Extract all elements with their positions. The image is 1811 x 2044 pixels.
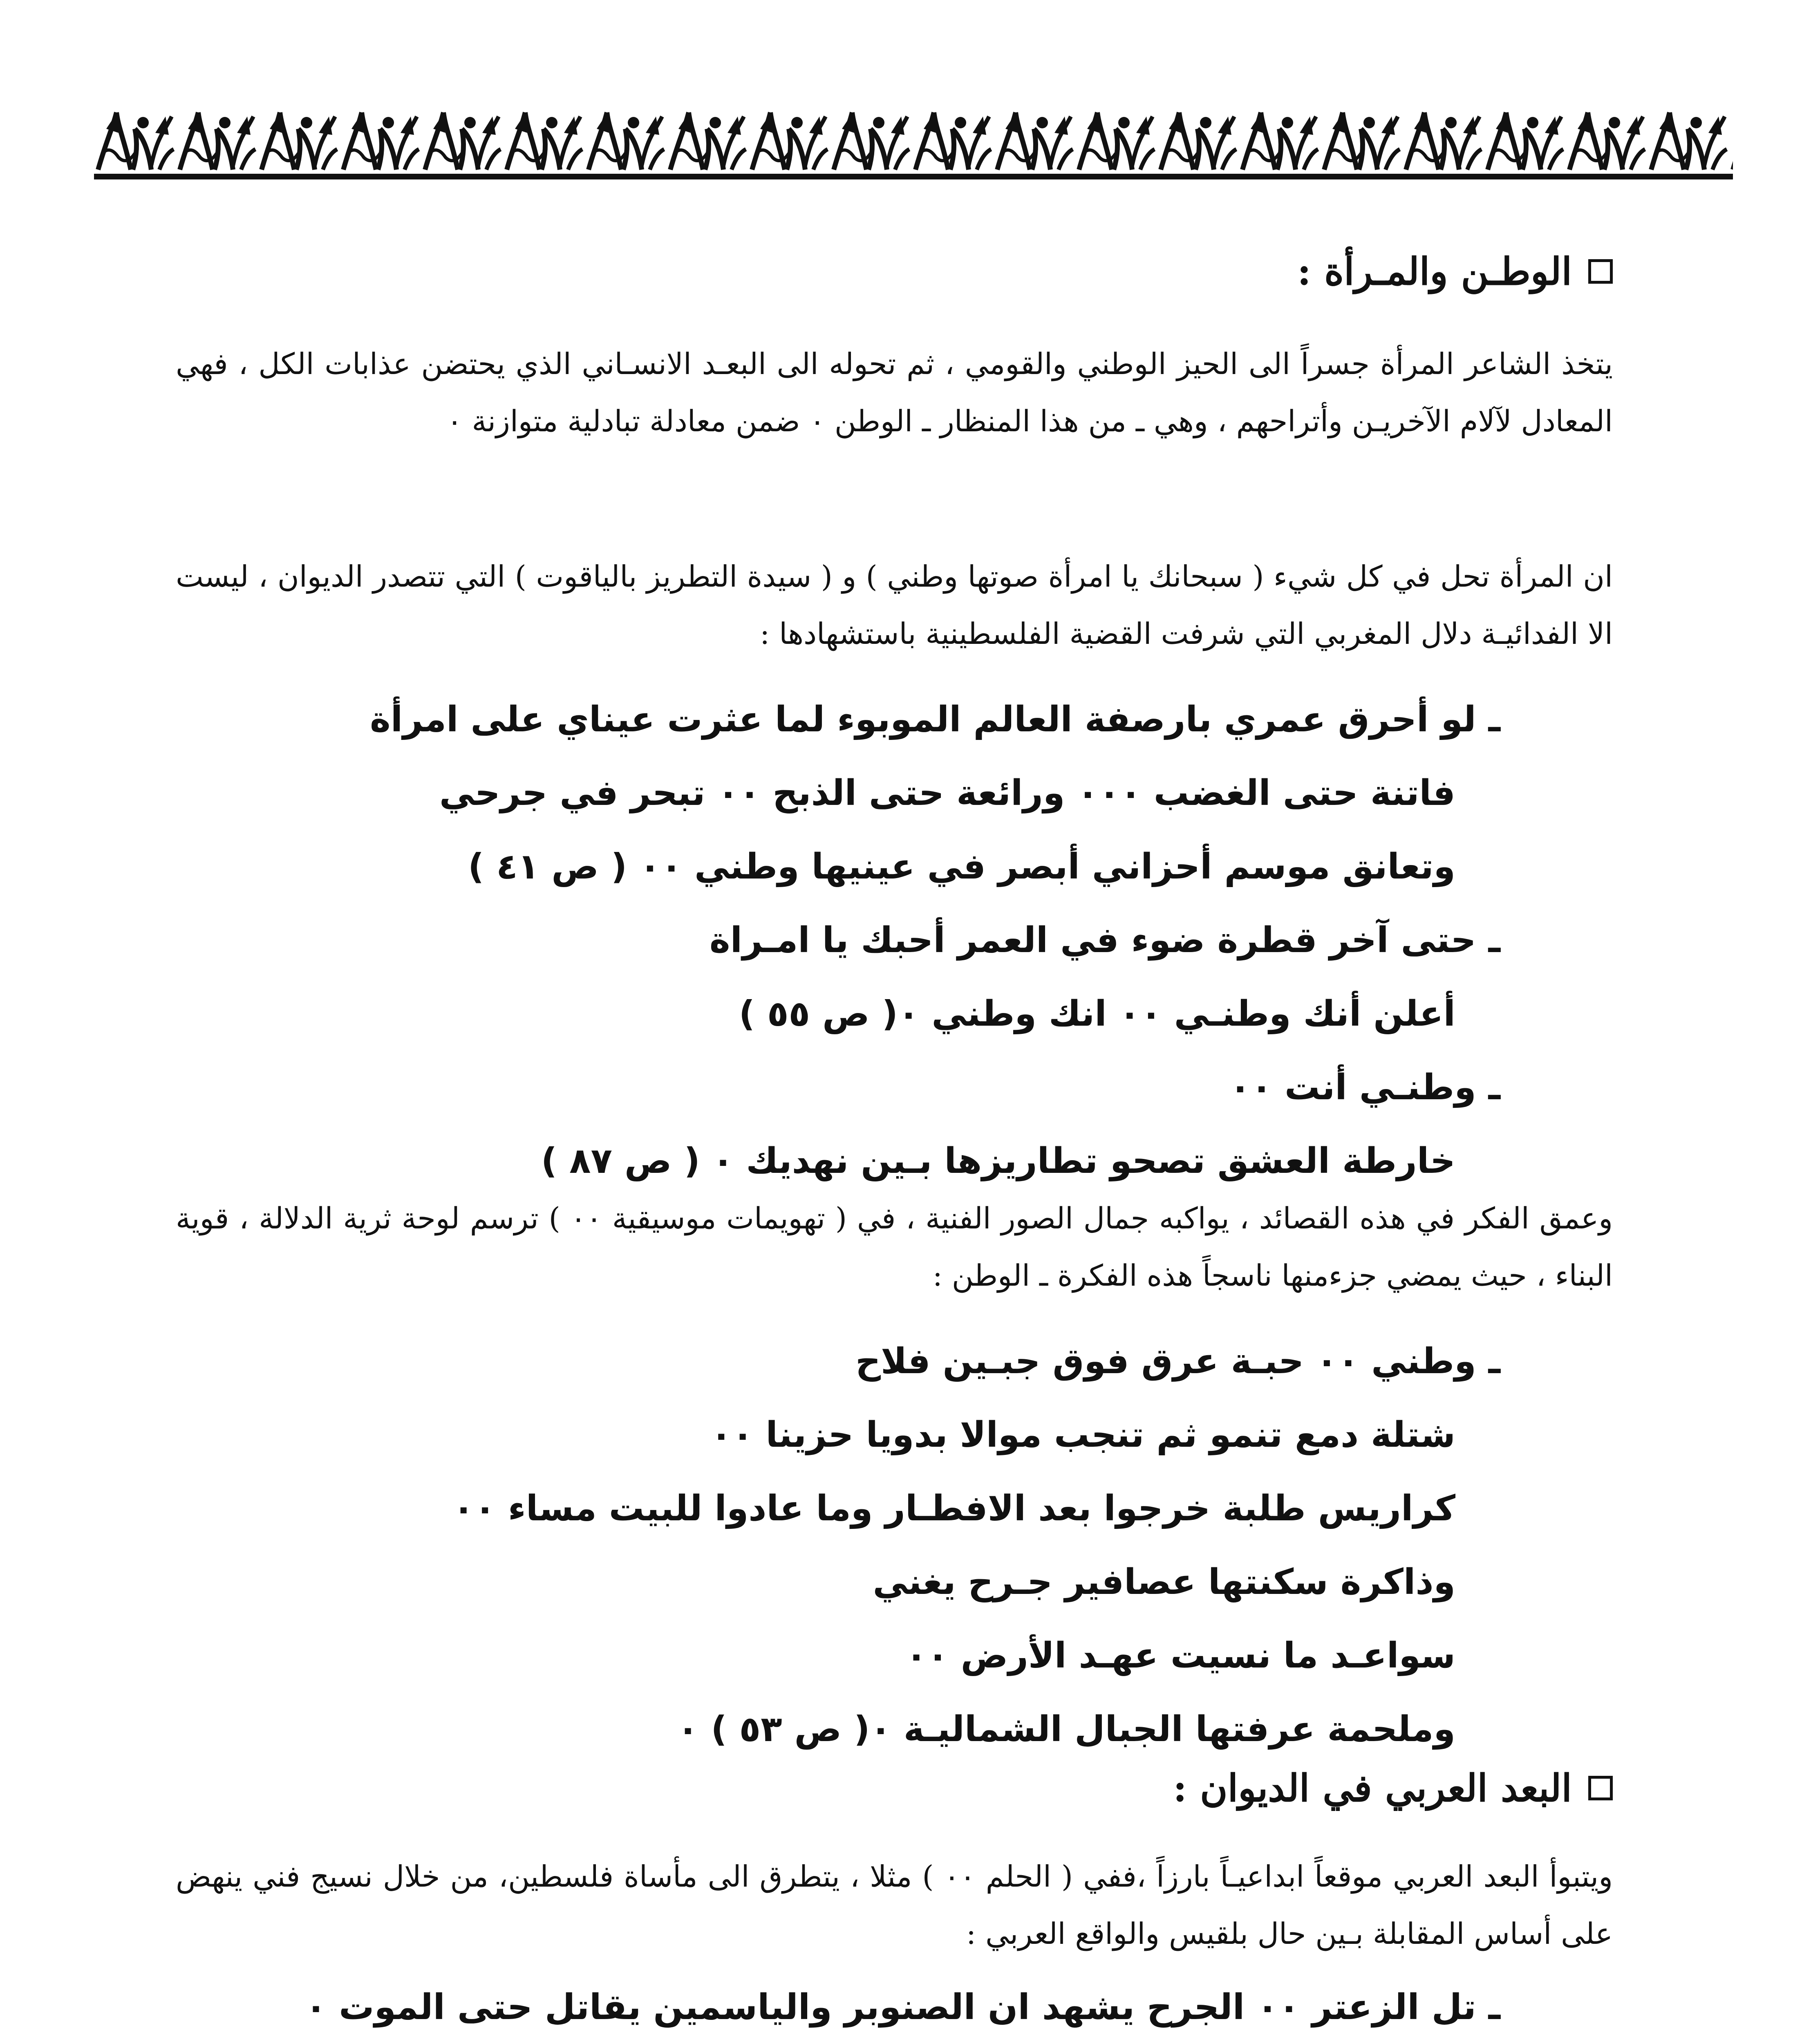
poem-line: سواعـد ما نسيت عهـد الأرض ٠٠ — [905, 1635, 1455, 1676]
poem-line: كراريس طلبة خرجوا بعد الافطـار وما عادوا للبيت مساء ٠٠ — [452, 1488, 1455, 1529]
paragraph — [176, 1190, 1613, 1304]
section-heading-arab-dimension — [1173, 1766, 1613, 1810]
paragraph — [176, 1848, 1613, 1962]
poem-line: ـ حتى آخر قطرة ضوء في العمر أحبك يا امـراة — [709, 920, 1500, 961]
poem-excerpt — [150, 1970, 1500, 2044]
poem-line: ـ وطنـي أنت ٠٠ — [1229, 1067, 1500, 1108]
paragraph-text: يتخذ الشاعر المرأة جسراً الى الحيز الوطني والقومي ، ثم تحوله الى البعـد الانسـاني الذي يحتضن عذابات الكل ، فهي المعادل لآلام الآخريـن وأتراحهم ، وهي ـ من هذا المنظار ـ الوطن ٠ ضمن معادلة تبادلية متوازنة ٠ — [176, 347, 1613, 438]
poem-line: وتعانق موسم أحزاني أبصر في عينيها وطني ٠٠ ( ص ٤١ ) — [468, 846, 1455, 887]
section-checkbox-icon — [1588, 1776, 1613, 1800]
section-heading-homeland-woman — [1297, 249, 1613, 294]
poem-excerpt — [453, 1325, 1500, 1766]
poem-line: ـ تل الزعتر ٠٠ الجرح يشهد ان الصنوبر والياسمين يقاتل حتى الموت ٠ — [305, 1987, 1500, 2028]
paragraph-text: ويتبوأ البعد العربي موقعاً ابداعيـاً بارزاً ،ففي ( الحلم ٠٠ ) مثلا ، يتطرق الى مأساة فلسطين، من خلال نسيج فني ينهض على أساس المقابلة بـين حال بلقيس والواقع العربي : — [176, 1859, 1613, 1951]
poem-line: أعلن أنك وطنـي ٠٠ انك وطني ٠( ص ٥٥ ) — [739, 993, 1455, 1034]
paragraph — [176, 335, 1613, 450]
poem-line: ـ وطني ٠٠ حبـة عرق فوق جبـين فلاح — [855, 1341, 1500, 1382]
paragraph — [176, 548, 1613, 662]
section-checkbox-icon — [1588, 259, 1613, 284]
section-title: الوطـن والمـرأة : — [1297, 249, 1572, 294]
paragraph-text: ان المرأة تحل في كل شيء ( سبحانك يا امرأة صوتها وطني ) و ( سيدة التطريز بالياقوت ) التي تتصدر الديوان ، ليست الا الفدائيـة دلال المغربي التي شرفت القضية الفلسطينية باستشهادها : — [176, 559, 1613, 651]
poem-line: شتلة دمع تنمو ثم تنجب موالا بدويا حزينا ٠٠ — [710, 1414, 1455, 1455]
ornamental-border — [94, 104, 1733, 186]
section-title: البعد العربي في الديوان : — [1173, 1766, 1572, 1810]
paragraph-text: وعمق الفكر في هذه القصائد ، يواكبه جمال الصور الفنية ، في ( تهويمات موسيقية ٠٠ ) ترسم لوحة ثرية الدلالة ، قوية البناء ، حيث يمضي جزءمنها ناسجاً هذه الفكرة ـ الوطن : — [176, 1201, 1613, 1293]
poem-line: وملحمة عرفتها الجبال الشماليـة ٠( ص ٥٣ ) ٠ — [677, 1709, 1455, 1750]
poem-line: خارطة العشق تصحو تطاريزها بـين نهديك ٠ ( ص ٨٧ ) — [541, 1141, 1455, 1181]
poem-line: وذاكرة سكنتها عصافير جـرح يغني — [873, 1562, 1455, 1602]
poem-excerpt — [370, 683, 1500, 1198]
poem-line: فاتنة حتى الغضب ٠٠٠ ورائعة حتى الذبح ٠٠ تبحر في جرحي — [439, 773, 1455, 814]
poem-line: ـ لو أحرق عمري بارصفة العالم الموبوء لما عثرت عيناي على امرأة — [369, 699, 1500, 740]
